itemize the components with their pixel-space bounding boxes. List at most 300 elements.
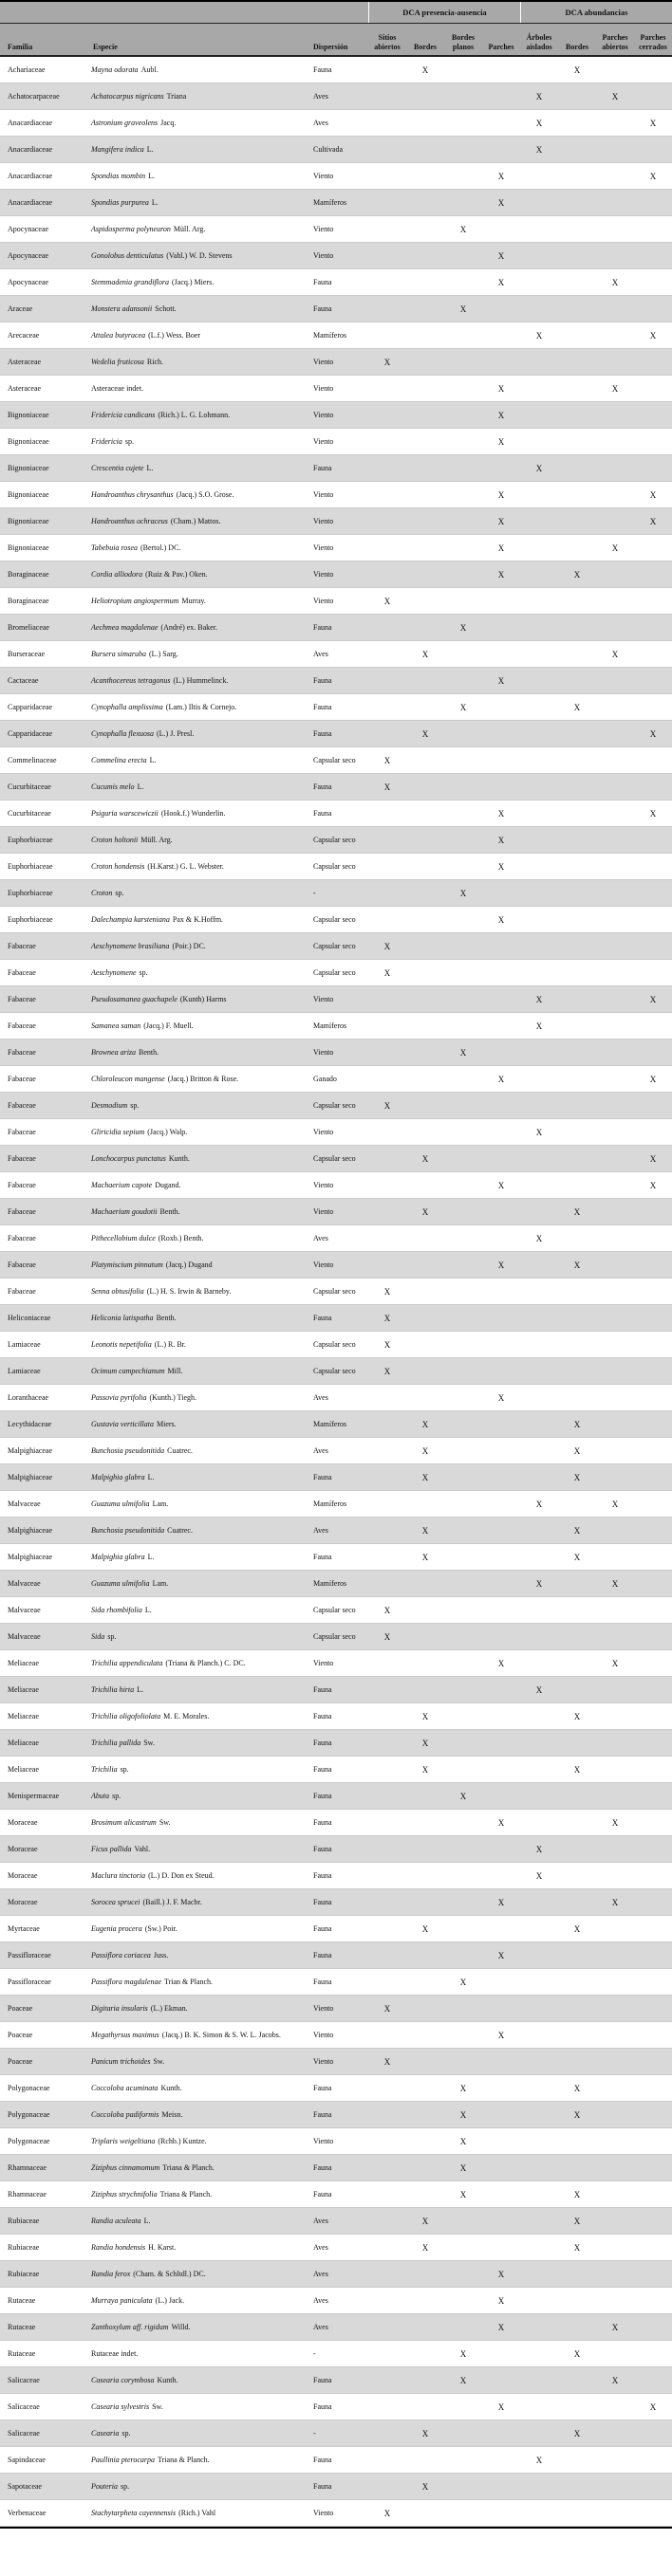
species-name: Spondias mombin — [91, 171, 146, 180]
mark-cell-1-x: X — [421, 1153, 429, 1164]
dispersion-cell: Viento — [313, 2030, 334, 2039]
familia-cell: Lamiaceae — [8, 1366, 41, 1375]
mark-cell-5-x: X — [573, 1711, 581, 1721]
species-authority: Rich. — [146, 357, 164, 366]
mark-cell-3-empty — [482, 322, 520, 348]
species-name: Brosimum alicastrum — [91, 1817, 157, 1827]
dispersion-cell: Capsular seco — [313, 1339, 356, 1349]
especie-cell — [85, 641, 311, 667]
mark-cell-0-empty — [368, 1810, 406, 1835]
mark-cell-1-x: X — [421, 2216, 429, 2226]
mark-cell-4-empty — [520, 2394, 558, 2420]
mark-cell-6-empty — [596, 1358, 634, 1384]
species-authority: sp. — [121, 2481, 130, 2491]
mark-cell-1-empty — [406, 1969, 444, 1995]
mark-cell-2-empty — [444, 1013, 482, 1039]
mark-cell-6-empty — [596, 1624, 634, 1649]
dispersion-cell: Fauna — [313, 1313, 332, 1322]
familia-cell: Rubiaceae — [8, 2242, 40, 2252]
familia-cell: Boraginaceae — [8, 569, 49, 579]
mark-cell-4-empty — [520, 2181, 558, 2207]
especie-cell — [85, 2420, 311, 2446]
mark-cell-5-x: X — [573, 1472, 581, 1482]
mark-cell-6-empty — [596, 1332, 634, 1357]
species-authority: Juss. — [153, 1950, 169, 1960]
dispersion-cell: Mamíferos — [313, 197, 347, 207]
mark-cell-2-empty — [444, 1730, 482, 1756]
mark-cell-2-x: X — [459, 702, 467, 712]
mark-cell-7-empty — [634, 1199, 672, 1224]
mark-cell-4-empty — [520, 508, 558, 534]
dispersion-cell: Viento — [313, 1260, 334, 1269]
mark-cell-0-empty — [368, 1385, 406, 1410]
species-name: Guazuma ulmifolia — [91, 1499, 150, 1508]
especie-cell — [85, 2500, 311, 2526]
mark-cell-7-empty — [634, 137, 672, 162]
mark-cell-2-empty — [444, 588, 482, 614]
mark-cell-6-empty — [596, 1969, 634, 1995]
mark-cell-3-empty — [482, 1119, 520, 1145]
mark-cell-4-empty — [520, 1093, 558, 1118]
mark-cell-2-x: X — [459, 1047, 467, 1058]
mark-cell-1-empty — [406, 1252, 444, 1278]
table-row — [0, 1624, 672, 1650]
mark-cell-2-empty — [444, 402, 482, 428]
mark-cell-2-empty — [444, 721, 482, 746]
dispersion-cell: Viento — [313, 2003, 334, 2013]
mark-cell-3-x: X — [497, 277, 505, 287]
especie-cell — [85, 960, 311, 985]
familia-cell: Fabaceae — [8, 1021, 36, 1030]
mark-cell-2-empty — [444, 2474, 482, 2499]
mark-cell-4-empty — [520, 800, 558, 826]
mark-cell-3-x: X — [497, 2322, 505, 2332]
mark-cell-3-empty — [482, 1624, 520, 1649]
mark-cell-1-empty — [406, 2181, 444, 2207]
mark-cell-7-empty — [634, 1518, 672, 1543]
dispersion-cell: Viento — [313, 569, 334, 579]
species-authority: Murray. — [181, 596, 206, 605]
especie-cell — [85, 83, 311, 109]
species-authority: L. — [148, 171, 156, 180]
mark-cell-3-empty — [482, 1863, 520, 1888]
especie-cell — [85, 163, 311, 189]
mark-cell-4-empty — [520, 880, 558, 906]
familia-cell: Salicaceae — [8, 2375, 40, 2384]
table-row — [0, 1783, 672, 1810]
table-row — [0, 1411, 672, 1438]
column-header-mark-4: Árboles aislados — [526, 33, 552, 51]
mark-cell-6-empty — [596, 349, 634, 375]
especie-cell — [85, 2022, 311, 2048]
especie-cell — [85, 1703, 311, 1729]
table-row — [0, 1093, 672, 1119]
mark-cell-6-empty — [596, 1305, 634, 1331]
species-authority: (L.) Sarg. — [149, 649, 178, 658]
species-authority: Mill. — [167, 1366, 183, 1375]
mark-cell-2-empty — [444, 1225, 482, 1251]
mark-cell-5-empty — [558, 960, 596, 985]
mark-cell-7-empty — [634, 774, 672, 800]
familia-cell: Bignoniaceae — [8, 410, 49, 419]
mark-cell-0-empty — [368, 721, 406, 746]
table-row — [0, 933, 672, 960]
species-name: Chloroleucon mangense — [91, 1074, 165, 1083]
table-row — [0, 1438, 672, 1464]
mark-cell-4-empty — [520, 349, 558, 375]
table-row — [0, 1119, 672, 1146]
mark-cell-1-empty — [406, 1996, 444, 2021]
table-row — [0, 2367, 672, 2394]
mark-cell-2-empty — [444, 243, 482, 268]
mark-cell-5-x: X — [573, 702, 581, 712]
mark-cell-4-empty — [520, 2341, 558, 2366]
mark-cell-0-empty — [368, 827, 406, 853]
species-authority: Lam. — [152, 1578, 169, 1588]
species-name: Gliricidia sepium — [91, 1127, 145, 1136]
mark-cell-3-empty — [482, 2049, 520, 2074]
species-name: Passiflora magdalenae — [91, 1977, 161, 1986]
mark-cell-0-x: X — [383, 1605, 391, 1615]
mark-cell-6-empty — [596, 2394, 634, 2420]
especie-cell — [85, 1518, 311, 1543]
mark-cell-0-empty — [368, 163, 406, 189]
mark-cell-3-empty — [482, 2155, 520, 2180]
mark-cell-5-x: X — [573, 1260, 581, 1270]
mark-cell-5-empty — [558, 2261, 596, 2287]
table-row — [0, 1332, 672, 1358]
dispersion-cell: Fauna — [313, 277, 332, 286]
dispersion-cell: Fauna — [313, 2189, 332, 2199]
table-row — [0, 482, 672, 508]
especie-cell — [85, 216, 311, 242]
mark-cell-2-empty — [444, 561, 482, 587]
mark-cell-4-x: X — [535, 118, 543, 128]
familia-cell: Fabaceae — [8, 941, 36, 950]
mark-cell-6-empty — [596, 2128, 634, 2154]
species-name: Fridericia candicans — [91, 410, 156, 419]
especie-cell — [85, 2049, 311, 2074]
species-name: Malpighia glabra — [91, 1472, 145, 1481]
mark-cell-0-x: X — [383, 1339, 391, 1350]
species-name: Handroanthus ochraceus — [91, 516, 168, 525]
mark-cell-7-empty — [634, 2474, 672, 2499]
mark-cell-6-x: X — [611, 2322, 619, 2332]
mark-cell-4-empty — [520, 1518, 558, 1543]
familia-cell: Meliaceae — [8, 1658, 39, 1667]
especie-cell — [85, 1650, 311, 1676]
mark-cell-6-empty — [596, 668, 634, 693]
mark-cell-6-empty — [596, 1066, 634, 1092]
table-row — [0, 2474, 672, 2500]
species-name: Pouteria — [91, 2481, 118, 2491]
mark-cell-0-empty — [368, 2314, 406, 2340]
mark-cell-1-empty — [406, 774, 444, 800]
mark-cell-7-empty — [634, 296, 672, 322]
table-row — [0, 2075, 672, 2102]
mark-cell-7-empty — [634, 933, 672, 959]
mark-cell-7-empty — [634, 2102, 672, 2127]
mark-cell-3-empty — [482, 1013, 520, 1039]
familia-cell: Polygonaceae — [8, 2109, 50, 2119]
mark-cell-4-empty — [520, 1146, 558, 1171]
mark-cell-0-empty — [368, 1836, 406, 1862]
mark-cell-6-empty — [596, 1225, 634, 1251]
dispersion-cell: Fauna — [313, 1738, 332, 1747]
dispersion-cell: Fauna — [313, 702, 332, 711]
table-row — [0, 880, 672, 907]
dispersion-cell: Aves — [313, 2216, 328, 2225]
mark-cell-0-empty — [368, 2288, 406, 2313]
mark-cell-6-empty — [596, 322, 634, 348]
table-row — [0, 827, 672, 854]
mark-cell-4-x: X — [535, 2455, 543, 2465]
mark-cell-1-empty — [406, 2500, 444, 2526]
mark-cell-3-x: X — [497, 808, 505, 819]
species-authority: Cuatrec. — [167, 1445, 193, 1455]
mark-cell-2-empty — [444, 1119, 482, 1145]
dispersion-cell: Aves — [313, 1392, 328, 1402]
mark-cell-6-empty — [596, 561, 634, 587]
especie-cell — [85, 1093, 311, 1118]
mark-cell-0-empty — [368, 641, 406, 667]
species-authority: L. — [137, 1684, 144, 1694]
mark-cell-5-empty — [558, 1358, 596, 1384]
especie-cell — [85, 1836, 311, 1862]
mark-cell-6-x: X — [611, 1658, 619, 1668]
mark-cell-2-empty — [444, 1438, 482, 1463]
mark-cell-4-empty — [520, 1385, 558, 1410]
mark-cell-7-empty — [634, 668, 672, 693]
dispersion-cell: Viento — [313, 543, 334, 552]
mark-cell-0-empty — [368, 322, 406, 348]
mark-cell-1-empty — [406, 1119, 444, 1145]
dispersion-cell: Mamíferos — [313, 1021, 347, 1030]
dispersion-cell: Viento — [313, 171, 334, 180]
familia-cell: Fabaceae — [8, 1100, 36, 1110]
species-authority: Kunth. — [160, 2083, 182, 2092]
mark-cell-6-empty — [596, 747, 634, 773]
mark-cell-5-empty — [558, 1093, 596, 1118]
mark-cell-6-empty — [596, 721, 634, 746]
mark-cell-1-empty — [406, 216, 444, 242]
familia-cell: Rhamnaceae — [8, 2189, 47, 2199]
familia-cell: Fabaceae — [8, 1153, 36, 1163]
mark-cell-7-empty — [634, 880, 672, 906]
mark-cell-3-x: X — [497, 436, 505, 447]
mark-cell-0-empty — [368, 1146, 406, 1171]
mark-cell-0-empty — [368, 1916, 406, 1941]
mark-cell-2-x: X — [459, 1791, 467, 1801]
mark-cell-6-empty — [596, 1518, 634, 1543]
mark-cell-5-empty — [558, 1650, 596, 1676]
mark-cell-4-empty — [520, 721, 558, 746]
table-row — [0, 1703, 672, 1730]
mark-cell-0-empty — [368, 1411, 406, 1437]
especie-cell — [85, 1624, 311, 1649]
mark-cell-1-x: X — [421, 64, 429, 75]
mark-cell-4-empty — [520, 2500, 558, 2526]
mark-cell-4-empty — [520, 296, 558, 322]
mark-cell-1-empty — [406, 2102, 444, 2127]
mark-cell-7-empty — [634, 455, 672, 481]
familia-cell: Malpighiaceae — [8, 1445, 53, 1455]
species-name: Senna obtusifolia — [91, 1286, 144, 1296]
table-row — [0, 2261, 672, 2288]
dispersion-cell: Fauna — [313, 1684, 332, 1694]
mark-cell-3-x: X — [497, 1897, 505, 1907]
mark-cell-2-empty — [444, 1571, 482, 1596]
dispersion-cell: Aves — [313, 2295, 328, 2305]
mark-cell-6-empty — [596, 1836, 634, 1862]
dispersion-cell: Viento — [313, 1047, 334, 1057]
familia-cell: Passifloraceae — [8, 1977, 51, 1986]
mark-cell-1-empty — [406, 455, 444, 481]
table-row — [0, 1385, 672, 1411]
species-authority: (Bertol.) DC. — [140, 543, 181, 552]
mark-cell-0-empty — [368, 1066, 406, 1092]
mark-cell-6-empty — [596, 1996, 634, 2021]
mark-cell-3-x: X — [497, 1392, 505, 1403]
mark-cell-6-empty — [596, 2075, 634, 2101]
mark-cell-2-empty — [444, 800, 482, 826]
mark-cell-6-empty — [596, 1172, 634, 1198]
mark-cell-2-empty — [444, 2208, 482, 2234]
table-row — [0, 615, 672, 641]
mark-cell-4-x: X — [535, 330, 543, 340]
mark-cell-0-empty — [368, 1491, 406, 1517]
especie-cell — [85, 1730, 311, 1756]
mark-cell-7-empty — [634, 1863, 672, 1888]
mark-cell-1-x: X — [421, 1525, 429, 1536]
mark-cell-6-empty — [596, 57, 634, 83]
mark-cell-6-empty — [596, 960, 634, 985]
mark-cell-4-empty — [520, 2155, 558, 2180]
species-name: Trichilia oligofoliolata — [91, 1711, 161, 1720]
mark-cell-4-empty — [520, 163, 558, 189]
mark-cell-1-empty — [406, 137, 444, 162]
table-row — [0, 1518, 672, 1544]
mark-cell-0-empty — [368, 1013, 406, 1039]
dispersion-cell: Aves — [313, 649, 328, 658]
mark-cell-2-empty — [444, 1544, 482, 1570]
dispersion-cell: Fauna — [313, 2083, 332, 2092]
mark-cell-2-x: X — [459, 2162, 467, 2173]
table-row — [0, 1013, 672, 1040]
mark-cell-0-empty — [368, 1571, 406, 1596]
familia-cell: Euphorbiaceae — [8, 914, 53, 924]
mark-cell-5-empty — [558, 907, 596, 932]
familia-cell: Fabaceae — [8, 1047, 36, 1057]
column-header-familia: Familia — [8, 43, 33, 51]
species-authority: (Kunth.) Tiegh. — [149, 1392, 197, 1402]
mark-cell-1-x: X — [421, 728, 429, 739]
mark-cell-0-empty — [368, 508, 406, 534]
species-name: Handroanthus chrysanthus — [91, 489, 174, 499]
table-row — [0, 2102, 672, 2128]
especie-cell — [85, 402, 311, 428]
mark-cell-7-empty — [634, 907, 672, 932]
mark-cell-7-empty — [634, 1889, 672, 1915]
especie-cell — [85, 774, 311, 800]
dispersion-cell: Capsular seco — [313, 755, 356, 764]
mark-cell-0-empty — [368, 455, 406, 481]
mark-cell-4-empty — [520, 2128, 558, 2154]
mark-cell-0-x: X — [383, 1631, 391, 1642]
species-name: Samanea saman — [91, 1021, 141, 1030]
species-name: Leonotis nepetifolia — [91, 1339, 152, 1349]
species-name: Gonolobus denticulatus — [91, 250, 164, 260]
mark-cell-0-empty — [368, 2367, 406, 2393]
mark-cell-1-empty — [406, 296, 444, 322]
familia-cell: Burseraceae — [8, 649, 46, 658]
mark-cell-1-empty — [406, 1225, 444, 1251]
species-name: Ocimum campechianum — [91, 1366, 165, 1375]
species-name: Aspidosperma polyneuron — [91, 224, 171, 233]
familia-cell: Bromeliaceae — [8, 622, 49, 632]
mark-cell-0-empty — [368, 668, 406, 693]
mark-cell-7-empty — [634, 1810, 672, 1835]
mark-cell-4-empty — [520, 2208, 558, 2234]
mark-cell-7-empty — [634, 2208, 672, 2234]
mark-cell-6-x: X — [611, 2375, 619, 2385]
mark-cell-1-empty — [406, 1013, 444, 1039]
species-authority: Triana & Planch. — [162, 2162, 215, 2172]
mark-cell-3-empty — [482, 57, 520, 83]
table-row — [0, 322, 672, 349]
table-row — [0, 2447, 672, 2474]
species-authority: L. — [149, 755, 157, 764]
species-name: Randia hondensis — [91, 2242, 146, 2252]
mark-cell-7-empty — [634, 1438, 672, 1463]
familia-cell: Rubiaceae — [8, 2216, 40, 2225]
table-row — [0, 1199, 672, 1225]
species-authority: (André) ex. Baker. — [160, 622, 217, 632]
species-authority: (Roxb.) Benth. — [158, 1233, 204, 1242]
mark-cell-0-x: X — [383, 596, 391, 606]
mark-cell-7-empty — [634, 1252, 672, 1278]
especie-cell — [85, 1305, 311, 1331]
mark-cell-7-empty — [634, 216, 672, 242]
especie-cell — [85, 269, 311, 295]
especie-cell — [85, 694, 311, 720]
especie-cell — [85, 2367, 311, 2393]
mark-cell-6-empty — [596, 1757, 634, 1782]
table-row — [0, 2500, 672, 2527]
mark-cell-1-x: X — [421, 1923, 429, 1934]
especie-cell — [85, 2075, 311, 2101]
species-name: Aechmea magdalenae — [91, 622, 159, 632]
mark-cell-7-empty — [634, 1677, 672, 1702]
mark-cell-6-empty — [596, 800, 634, 826]
especie-cell — [85, 880, 311, 906]
dispersion-cell: Fauna — [313, 1791, 332, 1800]
species-authority: Willd. — [171, 2322, 191, 2331]
especie-cell — [85, 721, 311, 746]
mark-cell-5-x: X — [573, 2189, 581, 2199]
mark-cell-1-x: X — [421, 1419, 429, 1429]
mark-cell-5-empty — [558, 2500, 596, 2526]
mark-cell-2-empty — [444, 1305, 482, 1331]
familia-cell: Myrtaceae — [8, 1923, 40, 1933]
familia-cell: Fabaceae — [8, 1260, 36, 1269]
mark-cell-3-empty — [482, 588, 520, 614]
dispersion-cell: Fauna — [313, 2109, 332, 2119]
species-name: Machaerium goudotii — [91, 1206, 158, 1216]
dispersion-cell: Fauna — [313, 64, 332, 74]
especie-cell — [85, 1996, 311, 2021]
table-row — [0, 1942, 672, 1969]
